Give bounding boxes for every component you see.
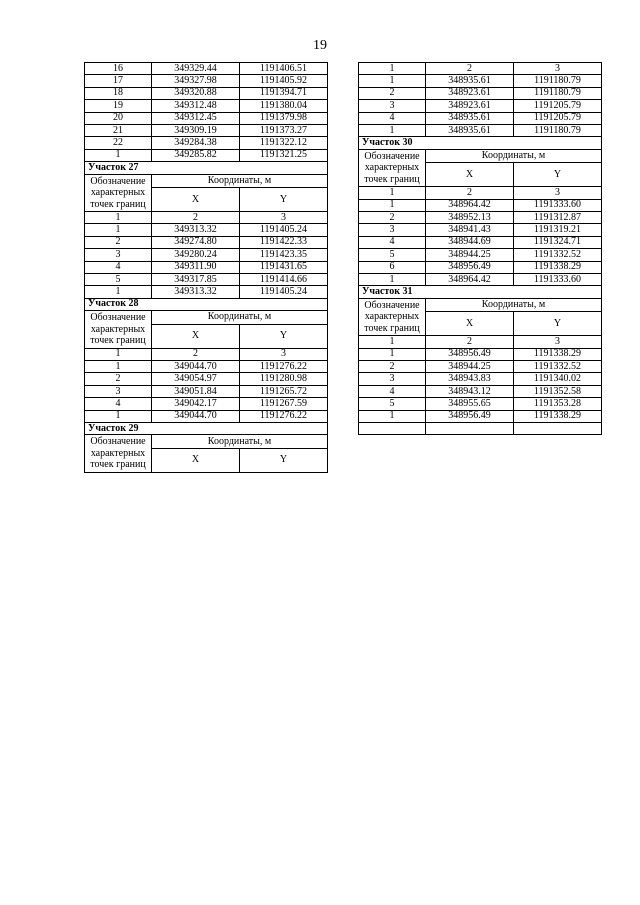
x-coordinate-cell: 349042.17 bbox=[152, 398, 240, 410]
point-number-cell: 1 bbox=[359, 199, 426, 211]
point-number-cell: 1 bbox=[359, 75, 426, 87]
y-coordinate-cell: 1191276.22 bbox=[240, 361, 328, 373]
table-row bbox=[359, 348, 602, 360]
table-row bbox=[85, 112, 328, 124]
table-row bbox=[85, 361, 328, 373]
table-row bbox=[359, 212, 602, 224]
column-number-cell: 3 bbox=[514, 63, 602, 75]
section-title: Участок 27 bbox=[85, 162, 328, 174]
x-coordinate-cell: 348923.61 bbox=[426, 100, 514, 112]
y-coordinate-cell: 1191324.71 bbox=[514, 236, 602, 248]
point-number-cell: 5 bbox=[359, 398, 426, 410]
coordinates-header: Координаты, м bbox=[152, 174, 328, 188]
y-coordinate-cell: 1191423.35 bbox=[240, 249, 328, 261]
point-number-cell: 2 bbox=[359, 361, 426, 373]
x-coordinate-cell: 348935.61 bbox=[426, 112, 514, 124]
x-coordinate-cell: 348956.49 bbox=[426, 410, 514, 422]
section-title-row bbox=[85, 162, 328, 174]
empty-row bbox=[359, 422, 602, 434]
section-title: Участок 29 bbox=[85, 422, 328, 434]
table-row bbox=[85, 410, 328, 422]
y-coordinate-cell: 1191338.29 bbox=[514, 261, 602, 273]
table-row bbox=[359, 199, 602, 211]
section-title: Участок 28 bbox=[85, 298, 328, 310]
column-number-row bbox=[359, 336, 602, 348]
point-number-cell: 4 bbox=[359, 236, 426, 248]
column-number-cell: 2 bbox=[152, 212, 240, 224]
table-row bbox=[359, 100, 602, 112]
table-row bbox=[359, 249, 602, 261]
y-axis-header: Y bbox=[240, 188, 328, 212]
y-coordinate-cell: 1191353.28 bbox=[514, 398, 602, 410]
table-row bbox=[85, 149, 328, 161]
column-number-cell: 1 bbox=[85, 348, 152, 360]
section-title-row bbox=[359, 137, 602, 149]
coordinates-header: Координаты, м bbox=[152, 311, 328, 325]
point-number-cell: 22 bbox=[85, 137, 152, 149]
x-coordinate-cell: 349274.80 bbox=[152, 236, 240, 248]
point-number-cell: 3 bbox=[85, 249, 152, 261]
table-row bbox=[359, 361, 602, 373]
y-coordinate-cell: 1191280.98 bbox=[240, 373, 328, 385]
x-coordinate-cell: 348941.43 bbox=[426, 224, 514, 236]
table-row bbox=[359, 398, 602, 410]
x-coordinate-cell: 349280.24 bbox=[152, 249, 240, 261]
y-coordinate-cell: 1191332.52 bbox=[514, 249, 602, 261]
x-coordinate-cell: 349311.90 bbox=[152, 261, 240, 273]
table-row bbox=[85, 286, 328, 298]
column-number-cell: 2 bbox=[152, 348, 240, 360]
x-coordinate-cell: 349320.88 bbox=[152, 87, 240, 99]
table-row bbox=[359, 124, 602, 136]
x-coordinate-cell: 349329.44 bbox=[152, 63, 240, 75]
table-row bbox=[359, 373, 602, 385]
x-coordinate-cell: 349051.84 bbox=[152, 385, 240, 397]
y-coordinate-cell: 1191332.52 bbox=[514, 361, 602, 373]
point-number-cell: 1 bbox=[85, 286, 152, 298]
x-coordinate-cell: 348944.25 bbox=[426, 361, 514, 373]
y-coordinate-cell: 1191405.24 bbox=[240, 224, 328, 236]
point-number-cell: 2 bbox=[359, 212, 426, 224]
coordinates-table-right bbox=[358, 62, 602, 435]
column-number-cell: 3 bbox=[514, 336, 602, 348]
column-number-cell: 1 bbox=[359, 187, 426, 199]
point-number-cell: 2 bbox=[359, 87, 426, 99]
point-number-cell: 5 bbox=[85, 273, 152, 285]
section-title: Участок 30 bbox=[359, 137, 602, 149]
point-number-cell: 4 bbox=[359, 385, 426, 397]
table-row bbox=[359, 87, 602, 99]
x-coordinate-cell: 349285.82 bbox=[152, 149, 240, 161]
y-axis-header: Y bbox=[514, 163, 602, 187]
table-row bbox=[85, 236, 328, 248]
y-axis-header: Y bbox=[240, 448, 328, 472]
x-coordinate-cell: 349309.19 bbox=[152, 124, 240, 136]
x-coordinate-cell: 348944.25 bbox=[426, 249, 514, 261]
point-number-cell: 1 bbox=[359, 410, 426, 422]
point-number-cell: 3 bbox=[359, 224, 426, 236]
table-row bbox=[359, 273, 602, 285]
y-coordinate-cell: 1191379.98 bbox=[240, 112, 328, 124]
table-row bbox=[359, 261, 602, 273]
table-row bbox=[85, 385, 328, 397]
x-coordinate-cell: 348935.61 bbox=[426, 75, 514, 87]
column-number-cell: 1 bbox=[359, 63, 426, 75]
y-coordinate-cell: 1191431.65 bbox=[240, 261, 328, 273]
point-number-cell: 19 bbox=[85, 100, 152, 112]
point-number-cell: 4 bbox=[85, 261, 152, 273]
point-designation-header: Обозначение характерных точек границ bbox=[359, 298, 426, 336]
x-coordinate-cell: 349312.48 bbox=[152, 100, 240, 112]
x-coordinate-cell: 349317.85 bbox=[152, 273, 240, 285]
y-coordinate-cell: 1191352.58 bbox=[514, 385, 602, 397]
y-coordinate-cell: 1191405.92 bbox=[240, 75, 328, 87]
column-number-cell: 1 bbox=[359, 336, 426, 348]
section-title-row bbox=[85, 422, 328, 434]
table-row bbox=[85, 224, 328, 236]
y-coordinate-cell: 1191394.71 bbox=[240, 87, 328, 99]
table-row bbox=[85, 137, 328, 149]
header-row bbox=[85, 174, 328, 188]
header-row bbox=[85, 311, 328, 325]
coordinates-header: Координаты, м bbox=[426, 149, 602, 163]
section-title-row bbox=[359, 286, 602, 298]
empty-cell bbox=[359, 422, 426, 434]
x-coordinate-cell: 349284.38 bbox=[152, 137, 240, 149]
table-row bbox=[85, 100, 328, 112]
coordinates-header: Координаты, м bbox=[426, 298, 602, 312]
y-coordinate-cell: 1191267.59 bbox=[240, 398, 328, 410]
point-number-cell: 1 bbox=[359, 273, 426, 285]
x-coordinate-cell: 348956.49 bbox=[426, 348, 514, 360]
point-number-cell: 6 bbox=[359, 261, 426, 273]
table-row bbox=[85, 261, 328, 273]
y-coordinate-cell: 1191321.25 bbox=[240, 149, 328, 161]
x-coordinate-cell: 348943.12 bbox=[426, 385, 514, 397]
empty-cell bbox=[514, 422, 602, 434]
point-number-cell: 20 bbox=[85, 112, 152, 124]
y-coordinate-cell: 1191265.72 bbox=[240, 385, 328, 397]
y-coordinate-cell: 1191338.29 bbox=[514, 410, 602, 422]
point-number-cell: 17 bbox=[85, 75, 152, 87]
point-number-cell: 1 bbox=[359, 124, 426, 136]
point-number-cell: 4 bbox=[359, 112, 426, 124]
table-row bbox=[359, 385, 602, 397]
y-coordinate-cell: 1191322.12 bbox=[240, 137, 328, 149]
y-axis-header: Y bbox=[240, 324, 328, 348]
table-row bbox=[359, 236, 602, 248]
column-number-row bbox=[359, 63, 602, 75]
y-coordinate-cell: 1191340.02 bbox=[514, 373, 602, 385]
point-number-cell: 2 bbox=[85, 373, 152, 385]
table-row bbox=[85, 87, 328, 99]
x-coordinate-cell: 349054.97 bbox=[152, 373, 240, 385]
y-coordinate-cell: 1191414.66 bbox=[240, 273, 328, 285]
point-number-cell: 1 bbox=[85, 410, 152, 422]
x-coordinate-cell: 348956.49 bbox=[426, 261, 514, 273]
column-number-row bbox=[85, 348, 328, 360]
point-number-cell: 1 bbox=[85, 149, 152, 161]
y-coordinate-cell: 1191422.33 bbox=[240, 236, 328, 248]
column-number-cell: 1 bbox=[85, 212, 152, 224]
y-coordinate-cell: 1191333.60 bbox=[514, 199, 602, 211]
y-coordinate-cell: 1191380.04 bbox=[240, 100, 328, 112]
column-number-cell: 2 bbox=[426, 336, 514, 348]
point-designation-header: Обозначение характерных точек границ bbox=[359, 149, 426, 187]
point-designation-header: Обозначение характерных точек границ bbox=[85, 435, 152, 473]
table-row bbox=[85, 373, 328, 385]
column-number-cell: 3 bbox=[514, 187, 602, 199]
y-coordinate-cell: 1191276.22 bbox=[240, 410, 328, 422]
x-axis-header: X bbox=[152, 448, 240, 472]
column-number-cell: 3 bbox=[240, 348, 328, 360]
x-coordinate-cell: 349313.32 bbox=[152, 224, 240, 236]
header-row bbox=[85, 435, 328, 449]
point-number-cell: 18 bbox=[85, 87, 152, 99]
x-coordinate-cell: 348944.69 bbox=[426, 236, 514, 248]
table-row bbox=[359, 75, 602, 87]
y-coordinate-cell: 1191406.51 bbox=[240, 63, 328, 75]
coordinates-header: Координаты, м bbox=[152, 435, 328, 449]
x-coordinate-cell: 348964.42 bbox=[426, 273, 514, 285]
y-axis-header: Y bbox=[514, 312, 602, 336]
x-coordinate-cell: 348964.42 bbox=[426, 199, 514, 211]
column-number-row bbox=[359, 187, 602, 199]
x-coordinate-cell: 348935.61 bbox=[426, 124, 514, 136]
point-number-cell: 2 bbox=[85, 236, 152, 248]
table-row bbox=[85, 75, 328, 87]
point-designation-header: Обозначение характерных точек границ bbox=[85, 311, 152, 349]
point-number-cell: 3 bbox=[85, 385, 152, 397]
point-number-cell: 3 bbox=[359, 100, 426, 112]
point-number-cell: 16 bbox=[85, 63, 152, 75]
page-number: 19 bbox=[313, 38, 327, 53]
table-row bbox=[85, 249, 328, 261]
point-number-cell: 4 bbox=[85, 398, 152, 410]
section-title-row bbox=[85, 298, 328, 310]
table-row bbox=[359, 224, 602, 236]
x-axis-header: X bbox=[426, 163, 514, 187]
x-coordinate-cell: 348943.83 bbox=[426, 373, 514, 385]
header-row bbox=[359, 149, 602, 163]
table-row bbox=[359, 112, 602, 124]
y-coordinate-cell: 1191373.27 bbox=[240, 124, 328, 136]
x-axis-header: X bbox=[152, 324, 240, 348]
y-coordinate-cell: 1191405.24 bbox=[240, 286, 328, 298]
y-coordinate-cell: 1191180.79 bbox=[514, 75, 602, 87]
point-number-cell: 1 bbox=[85, 361, 152, 373]
table-row bbox=[359, 410, 602, 422]
x-axis-header: X bbox=[152, 188, 240, 212]
point-number-cell: 1 bbox=[85, 224, 152, 236]
point-number-cell: 5 bbox=[359, 249, 426, 261]
x-coordinate-cell: 349044.70 bbox=[152, 410, 240, 422]
x-axis-header: X bbox=[426, 312, 514, 336]
section-title: Участок 31 bbox=[359, 286, 602, 298]
coordinates-table-left bbox=[84, 62, 328, 473]
y-coordinate-cell: 1191312.87 bbox=[514, 212, 602, 224]
x-coordinate-cell: 349313.32 bbox=[152, 286, 240, 298]
table-row bbox=[85, 63, 328, 75]
x-coordinate-cell: 349044.70 bbox=[152, 361, 240, 373]
table-row bbox=[85, 398, 328, 410]
point-designation-header: Обозначение характерных точек границ bbox=[85, 174, 152, 212]
x-coordinate-cell: 349312.45 bbox=[152, 112, 240, 124]
table-row bbox=[85, 273, 328, 285]
column-number-row bbox=[85, 212, 328, 224]
point-number-cell: 1 bbox=[359, 348, 426, 360]
y-coordinate-cell: 1191180.79 bbox=[514, 124, 602, 136]
y-coordinate-cell: 1191338.29 bbox=[514, 348, 602, 360]
point-number-cell: 3 bbox=[359, 373, 426, 385]
header-row bbox=[359, 298, 602, 312]
point-number-cell: 21 bbox=[85, 124, 152, 136]
y-coordinate-cell: 1191333.60 bbox=[514, 273, 602, 285]
x-coordinate-cell: 349327.98 bbox=[152, 75, 240, 87]
y-coordinate-cell: 1191205.79 bbox=[514, 112, 602, 124]
x-coordinate-cell: 348952.13 bbox=[426, 212, 514, 224]
y-coordinate-cell: 1191180.79 bbox=[514, 87, 602, 99]
empty-cell bbox=[426, 422, 514, 434]
table-row bbox=[85, 124, 328, 136]
column-number-cell: 3 bbox=[240, 212, 328, 224]
column-number-cell: 2 bbox=[426, 187, 514, 199]
x-coordinate-cell: 348955.65 bbox=[426, 398, 514, 410]
y-coordinate-cell: 1191205.79 bbox=[514, 100, 602, 112]
x-coordinate-cell: 348923.61 bbox=[426, 87, 514, 99]
y-coordinate-cell: 1191319.21 bbox=[514, 224, 602, 236]
column-number-cell: 2 bbox=[426, 63, 514, 75]
